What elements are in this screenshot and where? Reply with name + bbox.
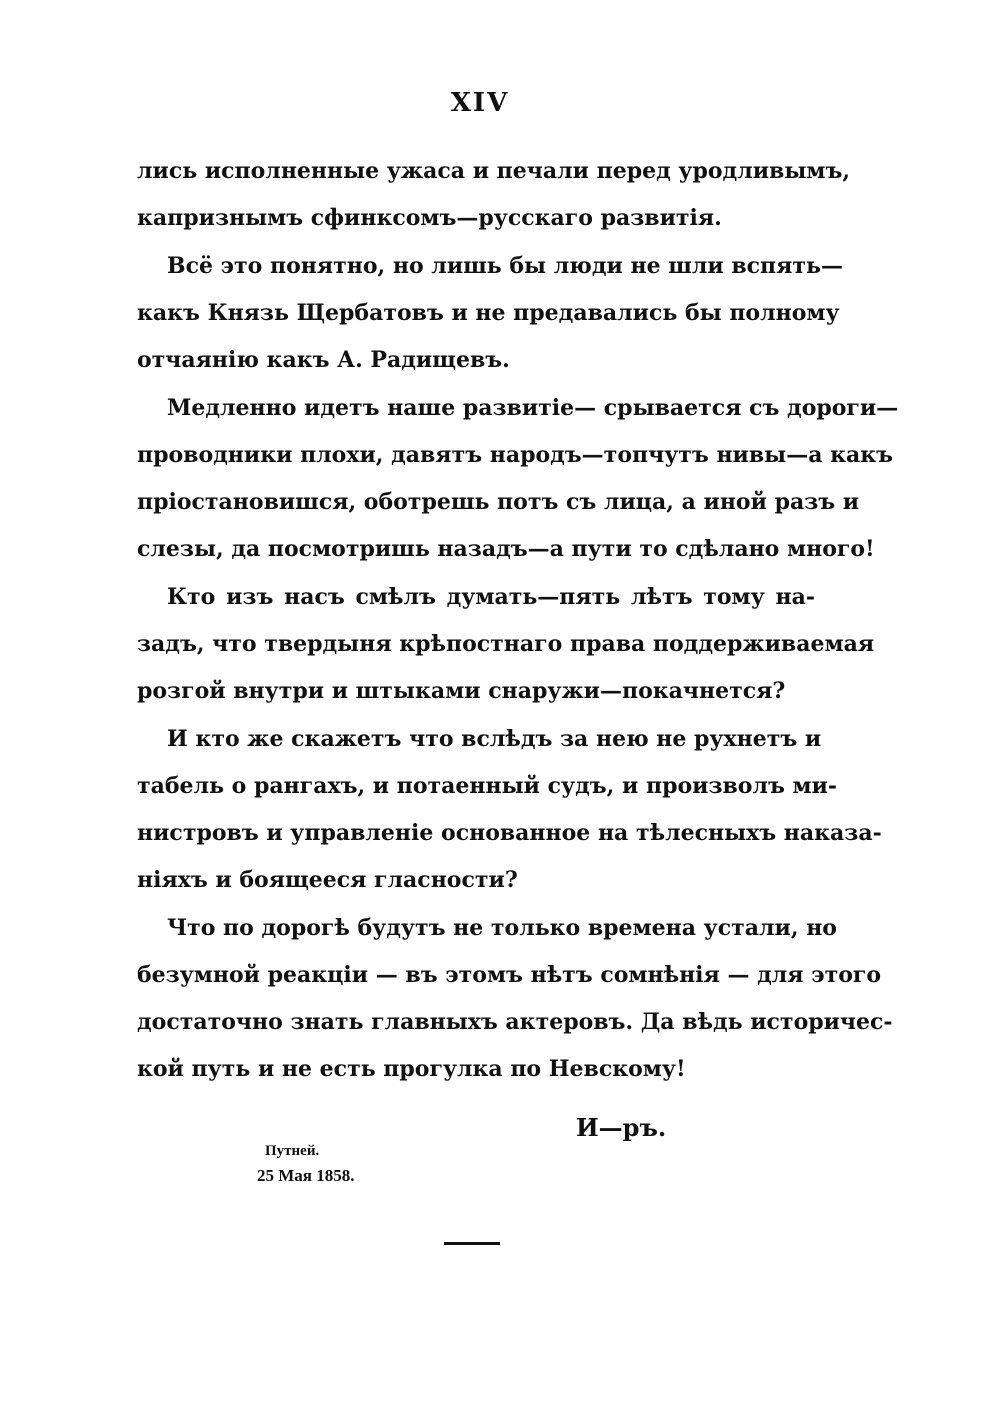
paragraph-4 xyxy=(137,574,875,715)
text-line: безумной реакціи — въ этомъ нѣтъ сомнѣнія — для этого xyxy=(137,962,882,988)
text-line: лись исполненные ужаса и печали перед уродливымъ, xyxy=(137,158,851,184)
text-line: капризнымъ сфинксомъ—русскаго развитія. xyxy=(137,205,722,231)
text-line: пріостановишся, оботрешь потъ съ лица, а иной разъ и xyxy=(137,489,860,515)
paragraph-2 xyxy=(137,243,843,384)
text-line: Что по дорогѣ будутъ не только времена устали, но xyxy=(167,915,837,941)
text-line: нистровъ и управленіе основанное на тѣлесныхъ наказа- xyxy=(137,820,882,846)
text-line: слезы, да посмотришь назадъ—а пути то сдѣлано много! xyxy=(137,536,875,562)
text-line: какъ Князь Щербатовъ и не предавались бы полному xyxy=(137,300,840,326)
paragraph-3 xyxy=(137,385,899,573)
page-number: XIV xyxy=(450,88,510,118)
author-signature: И—ръ. xyxy=(576,1113,667,1142)
text-line: отчаянію какъ А. Радищевъ. xyxy=(137,347,510,373)
text-line: Медленно идетъ наше развитіе— срывается съ дороги— xyxy=(167,395,899,421)
text-line: табель о рангахъ, и потаенный судъ, и произволъ ми- xyxy=(137,773,838,799)
body-text xyxy=(137,148,899,1094)
paragraph-5 xyxy=(137,716,882,904)
text-line: Кто изъ насъ смѣлъ думать—пять лѣтъ тому на- xyxy=(167,584,815,610)
text-line: проводники плохи, давятъ народъ—топчутъ нивы—а какъ xyxy=(137,442,894,468)
text-line: И кто же скажетъ что вслѣдъ за нею не рухнетъ и xyxy=(167,726,822,752)
text-line: задъ, что твердыня крѣпостнаго права поддерживаемая xyxy=(137,631,875,657)
text-line: кой путь и не есть прогулка по Невскому! xyxy=(137,1056,686,1082)
paragraph-1 xyxy=(137,148,851,242)
date-of-writing: 25 Мая 1858. xyxy=(257,1166,355,1185)
text-line: ніяхъ и боящееся гласности? xyxy=(137,867,518,893)
end-rule xyxy=(444,1242,500,1245)
text-line: розгой внутри и штыками снаружи—покачнется? xyxy=(137,678,786,704)
paragraph-6 xyxy=(137,905,893,1093)
place-of-writing: Путней. xyxy=(265,1143,320,1159)
text-line: Всё это понятно, но лишь бы люди не шли вспять— xyxy=(167,253,843,279)
text-line: достаточно знать главныхъ актеровъ. Да вѣдь историчес- xyxy=(137,1009,893,1035)
